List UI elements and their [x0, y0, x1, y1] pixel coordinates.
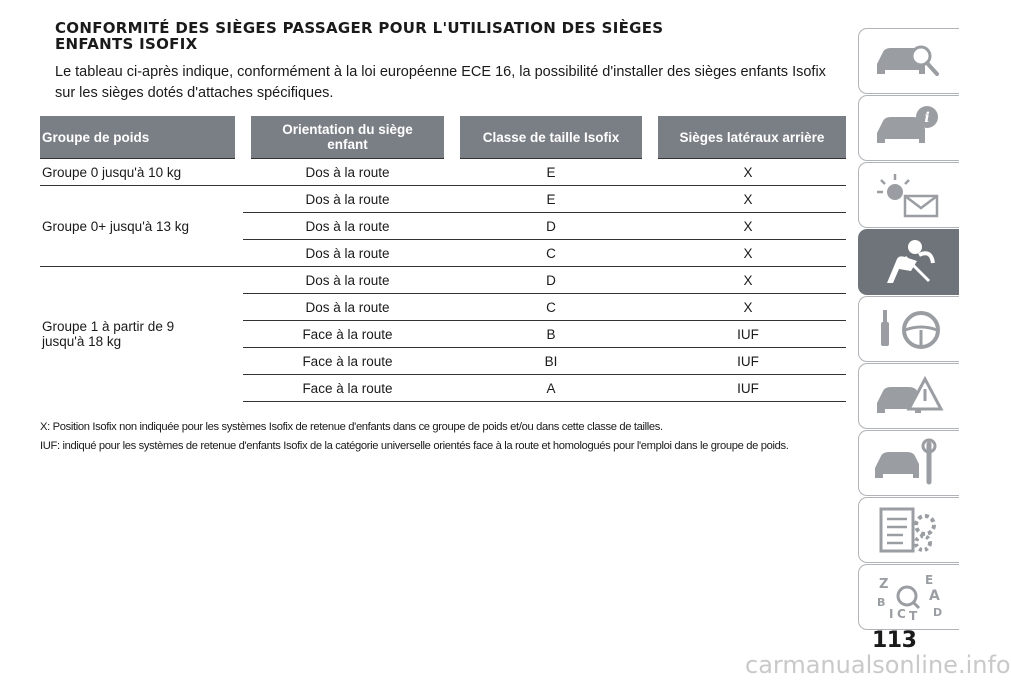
- intro-paragraph: Le tableau ci-après indique, conformément à la loi européenne ECE 16, la possibilité d'installer des sièges enfants Isofix sur les sièges dotés d'attaches spécifiques.: [55, 64, 826, 101]
- rear-seats-cell: X: [650, 267, 846, 294]
- size-class-cell: D: [452, 267, 650, 294]
- svg-text:I: I: [889, 607, 894, 621]
- airbag-seat-icon: [869, 235, 949, 289]
- tab-technical-data[interactable]: [858, 497, 959, 563]
- svg-text:E: E: [925, 573, 934, 587]
- note-x: X: Position Isofix non indiquée pour les systèmes Isofix de retenue d'enfants dans ce groupe de poids et/ou dans cette classe de tailles.: [40, 421, 663, 433]
- svg-text:Z: Z: [879, 577, 889, 592]
- note-iuf: IUF: indiqué pour les systèmes de retenue d'enfants Isofix de la catégorie universelle orientés face à la route et homologués pour l'emploi dans le groupe de poids.: [40, 440, 789, 452]
- svg-text:i: i: [924, 110, 930, 126]
- tab-index[interactable]: [858, 564, 959, 630]
- header-orientation-line2: enfant: [327, 137, 368, 152]
- tab-car-info[interactable]: [858, 95, 959, 161]
- size-class-cell: E: [452, 186, 650, 213]
- svg-text:B: B: [877, 596, 886, 609]
- index-letters-icon: [869, 570, 949, 624]
- orientation-cell: Face à la route: [243, 321, 452, 348]
- size-class-cell: C: [452, 240, 650, 267]
- rear-seats-cell: IUF: [650, 321, 846, 348]
- size-class-cell: A: [452, 375, 650, 402]
- isofix-table: [40, 116, 846, 402]
- table-row: [40, 159, 846, 186]
- rear-seats-cell: X: [650, 159, 846, 186]
- orientation-cell: Dos à la route: [243, 294, 452, 321]
- orientation-cell: Dos à la route: [243, 186, 452, 213]
- car-info-icon: [869, 101, 949, 155]
- tab-starting-driving[interactable]: [858, 296, 959, 362]
- orientation-cell: Dos à la route: [243, 267, 452, 294]
- section-title-line2: ENFANTS ISOFIX: [55, 35, 198, 53]
- tab-maintenance[interactable]: [858, 430, 959, 496]
- tab-warning-lights[interactable]: [858, 162, 959, 228]
- weight-group-cell: Groupe 0+ jusqu'à 13 kg: [40, 186, 243, 267]
- size-class-cell: E: [452, 159, 650, 186]
- rear-seats-cell: X: [650, 294, 846, 321]
- svg-text:D: D: [933, 606, 943, 619]
- key-steering-wheel-icon: [869, 302, 949, 356]
- rear-seats-cell: X: [650, 213, 846, 240]
- orientation-cell: Dos à la route: [243, 213, 452, 240]
- size-class-cell: BI: [452, 348, 650, 375]
- weight-group-cell: Groupe 0 jusqu'à 10 kg: [40, 159, 243, 186]
- weight-group-cell: [40, 267, 243, 402]
- orientation-cell: Dos à la route: [243, 240, 452, 267]
- car-search-icon: [869, 34, 949, 88]
- table-header-row: [40, 116, 846, 159]
- document-gears-icon: [869, 503, 949, 557]
- header-rear-seats: Sièges latéraux arrière: [650, 116, 846, 159]
- orientation-cell: Face à la route: [243, 348, 452, 375]
- svg-text:A: A: [929, 588, 940, 604]
- rear-seats-cell: X: [650, 186, 846, 213]
- tab-emergency[interactable]: [858, 363, 959, 429]
- rear-seats-cell: IUF: [650, 348, 846, 375]
- size-class-cell: D: [452, 213, 650, 240]
- svg-text:C: C: [897, 607, 906, 621]
- svg-text:T: T: [909, 609, 918, 623]
- size-class-cell: B: [452, 321, 650, 348]
- section-title-line1: CONFORMITÉ DES SIÈGES PASSAGER POUR L'UTILISATION DES SIÈGES: [55, 19, 664, 37]
- orientation-cell: Dos à la route: [243, 159, 452, 186]
- tab-safety[interactable]: [858, 229, 959, 295]
- car-warning-triangle-icon: [869, 369, 949, 423]
- weight-group-line2: jusqu'à 18 kg: [42, 334, 122, 350]
- table-notes: [40, 418, 860, 456]
- section-title: [55, 20, 815, 52]
- size-class-cell: C: [452, 294, 650, 321]
- header-orientation: [243, 116, 452, 159]
- car-wrench-icon: [869, 436, 949, 490]
- rear-seats-cell: X: [650, 240, 846, 267]
- tab-car-search[interactable]: [858, 28, 959, 94]
- header-weight-group: Groupe de poids: [40, 116, 243, 159]
- orientation-cell: Face à la route: [243, 375, 452, 402]
- watermark: carmanualsonline.info: [745, 651, 1011, 679]
- header-size-class: Classe de taille Isofix: [452, 116, 650, 159]
- table-row: [40, 186, 846, 213]
- rear-seats-cell: IUF: [650, 375, 846, 402]
- page-number: 113: [872, 628, 917, 653]
- warning-light-envelope-icon: [869, 168, 949, 222]
- weight-group-line1: Groupe 1 à partir de 9: [42, 319, 175, 335]
- header-orientation-line1: Orientation du siège: [282, 122, 413, 137]
- table-row: [40, 267, 846, 294]
